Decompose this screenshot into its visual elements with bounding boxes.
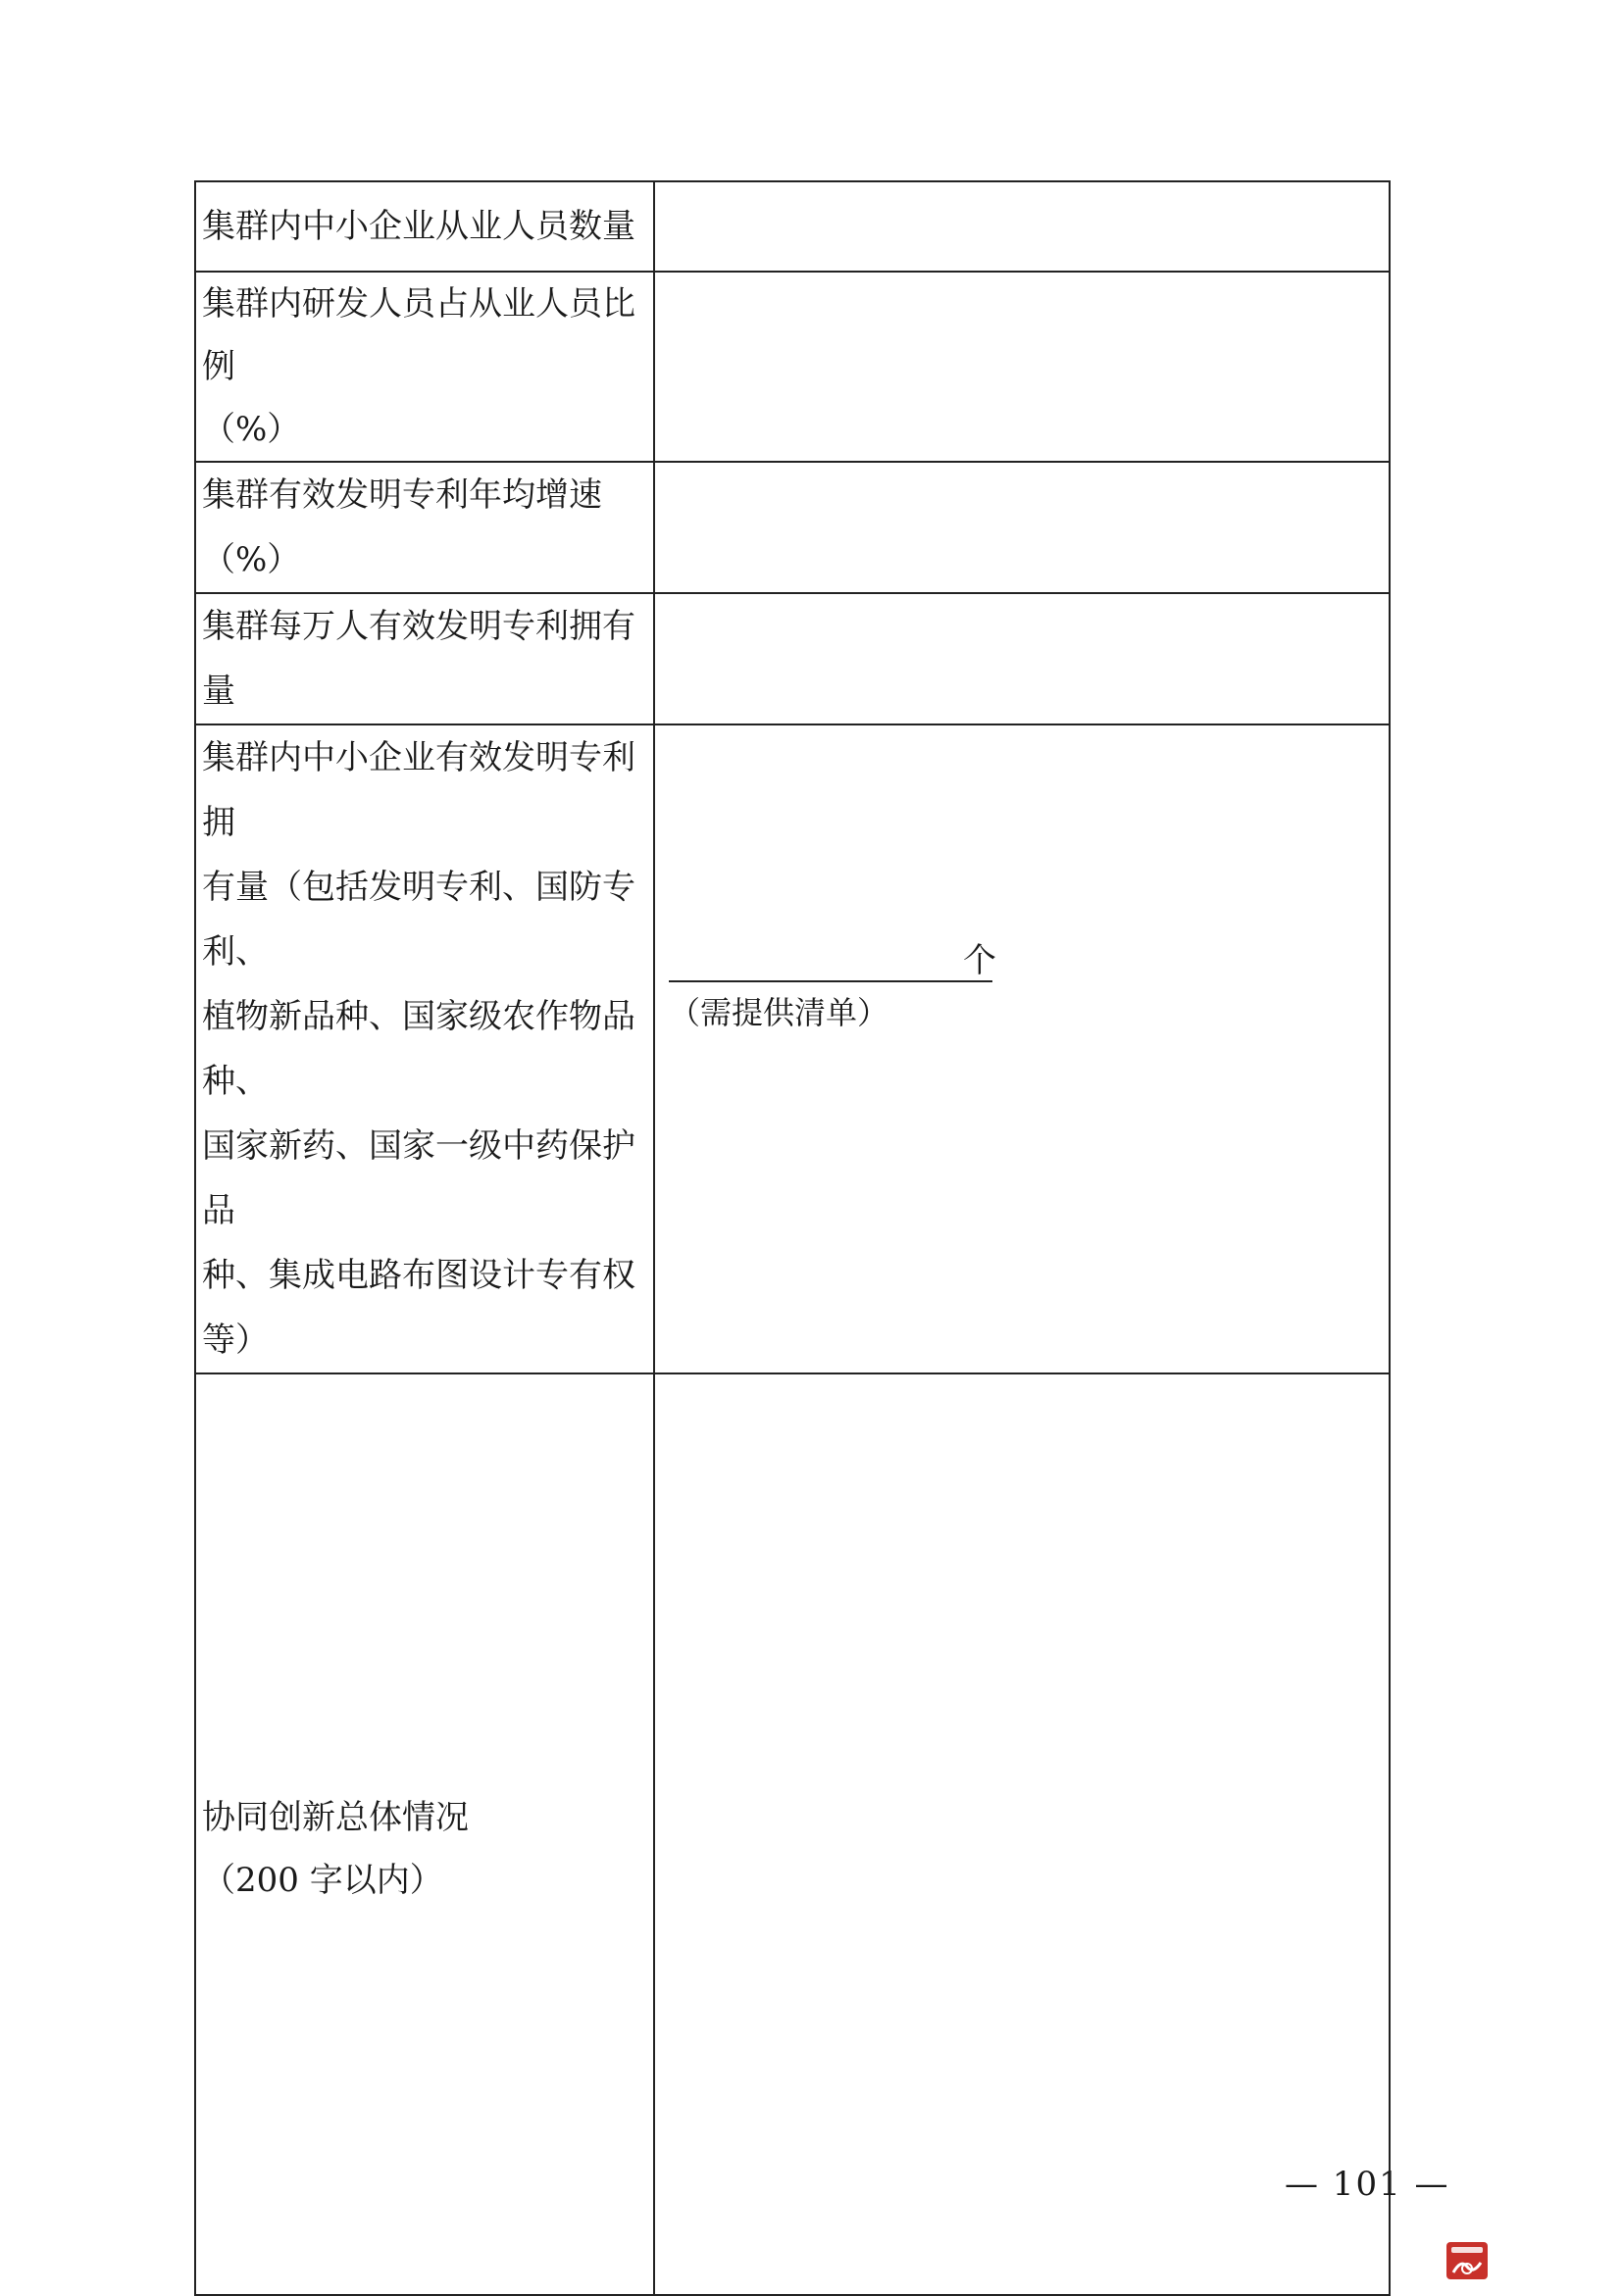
label-employees: 集群内中小企业从业人员数量 bbox=[202, 207, 635, 246]
row-label bbox=[195, 593, 654, 724]
label-line: 有量（包括发明专利、国防专利、 bbox=[202, 868, 635, 972]
fill-in-blank-line[interactable] bbox=[669, 931, 996, 982]
table-row bbox=[195, 181, 1390, 272]
table-row bbox=[195, 724, 1390, 1373]
label-line: 种、集成电路布图设计专有权等） bbox=[202, 1256, 635, 1360]
table-row bbox=[195, 462, 1390, 593]
value-cell-collab-summary[interactable] bbox=[654, 1373, 1390, 2295]
label-patents-per-10k: 集群每万人有效发明专利拥有量 bbox=[202, 607, 635, 711]
label-patent-growth: 集群有效发明专利年均增速（%） bbox=[202, 475, 602, 579]
note-provide-list: （需提供清单） bbox=[669, 994, 889, 1031]
page-number: — 101 — bbox=[1285, 2165, 1450, 2204]
value-cell-employees[interactable] bbox=[654, 181, 1390, 272]
value-cell-sme-patents[interactable] bbox=[654, 724, 1390, 1373]
label-line: 植物新品种、国家级农作物品种、 bbox=[202, 997, 635, 1101]
row-label bbox=[195, 181, 654, 272]
value-cell-patent-growth[interactable] bbox=[654, 462, 1390, 593]
label-word-limit: （200 字以内） bbox=[202, 1861, 443, 1900]
value-cell-patents-per-10k[interactable] bbox=[654, 593, 1390, 724]
row-label bbox=[195, 462, 654, 593]
value-cell-rd-ratio[interactable] bbox=[654, 272, 1390, 462]
row-label bbox=[195, 272, 654, 462]
stamp-logo-icon bbox=[1445, 2241, 1489, 2280]
table-row bbox=[195, 272, 1390, 462]
row-label bbox=[195, 724, 654, 1373]
label-line: 国家新药、国家一级中药保护品 bbox=[202, 1126, 635, 1230]
application-form-table bbox=[194, 180, 1391, 2296]
label-rd-ratio-unit: （%） bbox=[202, 410, 301, 449]
label-collab-summary: 协同创新总体情况 bbox=[202, 1798, 469, 1837]
unit-label: 个 bbox=[963, 941, 996, 980]
table-row bbox=[195, 1373, 1390, 2295]
label-rd-ratio: 集群内研发人员占从业人员比例 bbox=[202, 284, 635, 386]
row-label bbox=[195, 1373, 654, 2295]
label-line: 集群内中小企业有效发明专利拥 bbox=[202, 738, 635, 842]
table-row bbox=[195, 593, 1390, 724]
